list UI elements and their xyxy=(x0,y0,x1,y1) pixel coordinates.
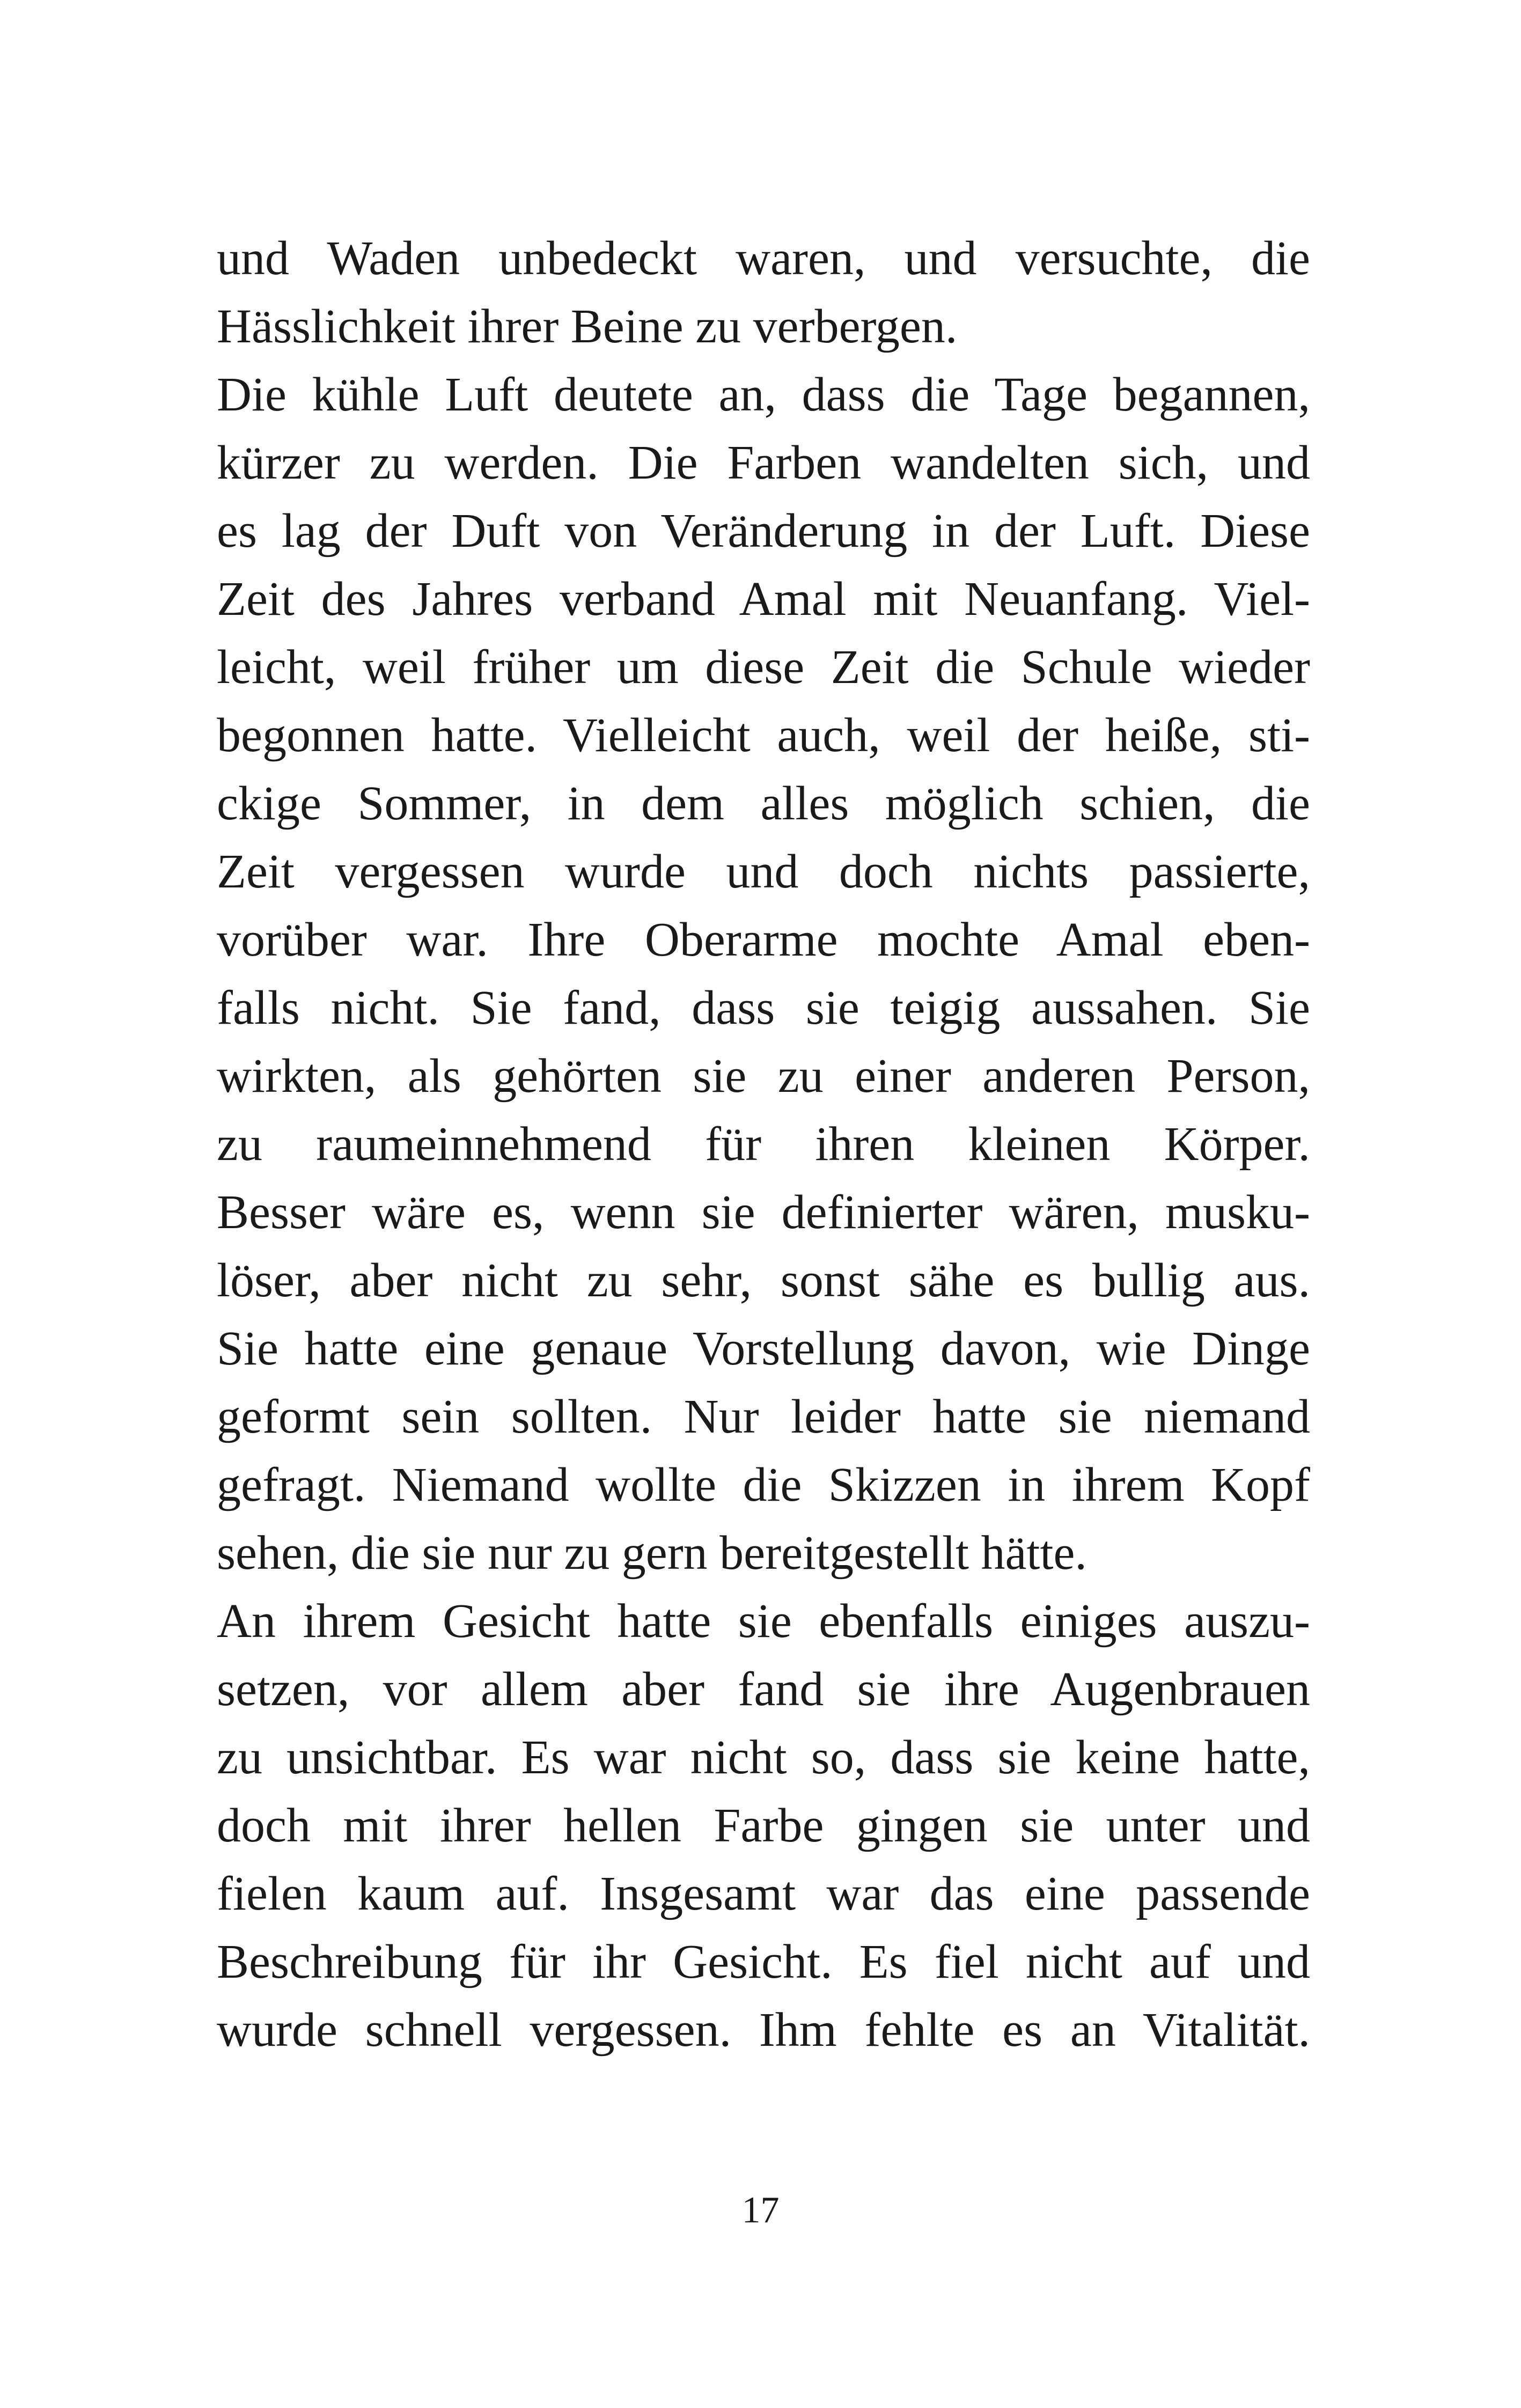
text-line: kürzer zu werden. Die Farben wandelten sich, und xyxy=(217,436,1310,489)
text-line: setzen, vor allem aber fand sie ihre Augenbrauen xyxy=(217,1663,1310,1716)
text-line: sehen, die sie nur zu gern bereitgestellt hätte. xyxy=(217,1526,1087,1580)
body-text xyxy=(217,224,1310,2064)
text-line: Zeit vergessen wurde und doch nichts passierte, xyxy=(217,845,1310,898)
text-line: Besser wäre es, wenn sie definierter wären, musku- xyxy=(217,1186,1310,1239)
text-line: ckige Sommer, in dem alles möglich schien, die xyxy=(217,777,1310,830)
text-line: löser, aber nicht zu sehr, sonst sähe es bullig aus. xyxy=(217,1254,1310,1307)
text-line: gefragt. Niemand wollte die Skizzen in ihrem Kopf xyxy=(217,1458,1310,1511)
text-line: wirkten, als gehörten sie zu einer anderen Person, xyxy=(217,1049,1310,1103)
text-line: fielen kaum auf. Insgesamt war das eine passende xyxy=(217,1867,1310,1920)
text-line: begonnen hatte. Vielleicht auch, weil der heiße, sti- xyxy=(217,709,1310,762)
text-line: Zeit des Jahres verband Amal mit Neuanfang. Viel- xyxy=(217,572,1310,626)
page-number: 17 xyxy=(741,2190,780,2231)
text-line: zu unsichtbar. Es war nicht so, dass sie keine hatte, xyxy=(217,1731,1310,1784)
text-line: es lag der Duft von Veränderung in der Luft. Diese xyxy=(217,504,1310,557)
text-line: zu raumeinnehmend für ihren kleinen Körper. xyxy=(217,1118,1310,1171)
text-line: geformt sein sollten. Nur leider hatte sie niemand xyxy=(217,1390,1310,1443)
text-line: Die kühle Luft deutete an, dass die Tage begannen, xyxy=(217,368,1310,421)
text-line: vorüber war. Ihre Oberarme mochte Amal eben- xyxy=(217,913,1310,966)
text-line: Sie hatte eine genaue Vorstellung davon, wie Dinge xyxy=(217,1322,1310,1375)
text-line: An ihrem Gesicht hatte sie ebenfalls einiges auszu- xyxy=(217,1595,1310,1648)
text-line: wurde schnell vergessen. Ihm fehlte es an Vitalität. xyxy=(217,2003,1310,2057)
text-line: leicht, weil früher um diese Zeit die Schule wieder xyxy=(217,641,1310,694)
text-line: doch mit ihrer hellen Farbe gingen sie unter und xyxy=(217,1799,1310,1852)
text-line: falls nicht. Sie fand, dass sie teigig aussahen. Sie xyxy=(217,981,1310,1034)
text-line: Hässlichkeit ihrer Beine zu verbergen. xyxy=(217,300,958,353)
text-line: Beschreibung für ihr Gesicht. Es fiel nicht auf und xyxy=(217,1935,1310,1988)
text-line: und Waden unbedeckt waren, und versuchte, die xyxy=(217,232,1310,285)
